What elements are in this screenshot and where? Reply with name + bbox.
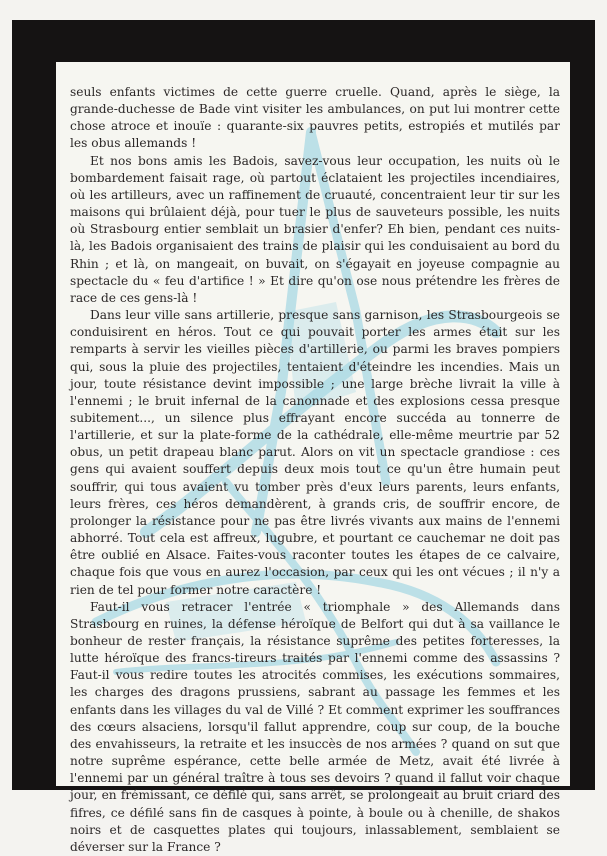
black-frame (12, 20, 595, 854)
paragraph: Dans leur ville sans artillerie, presque sans garnison, les Strasbourgeois se conduisirent en héros. Tout ce qui pouvait porter les armes était sur les remparts à servir les vieilles pièces d'artillerie, ou parmi les braves pompiers qui, sous la pluie des projectiles, tentaient d'éteindre les incendies. Mais un jour, toute résistance devint impossible ; une large brèche livrait la ville à l'ennemi ; le bruit infernal de la canonnade et des explosions cessa presque subitement..., un silence plus effrayant encore succéda au tonnerre de l'artillerie, et sur la plate-forme de la cathédrale, elle-même meurtrie par 52 obus, un petit drapeau blanc parut. Alors on vit un spectacle grandiose : ces gens qui avaient souffert depuis deux mois tout ce qu'un être humain peut souffrir, qui tous avaient vu tomber près d'eux leurs parents, leurs enfants, leurs frères, ces héros demandèrent, à grands cris, de souffrir encore, de prolonger la résistance pour ne pas être livrés vivants aux mains de l'ennemi abhorré. Tout cela est affreux, lugubre, et pourtant ce cauchemar ne doit pas être oublié en Alsace. Faites-vous raconter toutes les étapes de ce calvaire, chaque fois que vous en aurez l'occasion, par ceux qui les ont vécues ; il n'y a rien de tel pour former notre caractère ! (70, 308, 560, 597)
printed-page (56, 62, 570, 854)
paragraph: Et nos bons amis les Badois, savez-vous leur occupation, les nuits où le bombardement faisait rage, où partout éclataient les projectiles incendiaires, où les artilleurs, avec un raffinement de cruauté, concentraient leur tir sur les maisons qui brûlaient déjà, pour tuer le plus de sauveteurs possible, les nuits où Strasbourg entier semblait un brasier d'enfer? Eh bien, pendant ces nuits-là, les Badois organisaient des trains de plaisir qui les conduisaient au bord du Rhin ; et là, on mangeait, on buvait, on s'égayait en joyeuse compagnie au spectacle du « feu d'artifice ! » Et dire qu'on ose nous prétendre les frères de race de ces gens-là ! (70, 153, 560, 305)
paragraph: seuls enfants victimes de cette guerre cruelle. Quand, après le siège, la grande-duchesse de Bade vint visiter les ambulances, on put lui montrer cette chose atroce et inouïe : quarante-six pauvres petits, estropiés et mutilés par les obus allemands ! (70, 85, 560, 151)
paragraph: Faut-il vous retracer l'entrée « triomphale » des Allemands dans Strasbourg en ruines, la défense héroïque de Belfort qui dut à sa vaillance le bonheur de rester français, la résistance suprême des petites forteresses, la lutte héroïque des francs-tireurs traités par l'ennemi comme des assassins ? Faut-il vous redire toutes les atrocités commises, les exécutions sommaires, les charges des dragons prussiens, sabrant au passage les femmes et les enfants dans les villages du val de Villé ? Et comment exprimer les souffrances des cœurs alsaciens, lorsqu'il fallut apprendre, coup sur coup, de la bouche des envahisseurs, la retraite et les insuccès de nos armées ? quand on sut que notre suprême espérance, cette belle armée de Metz, avait été livrée à l'ennemi par un général traître à tous ses devoirs ? quand il fallut voir chaque jour, en frémissant, ce défilé qui, sans arrêt, se prolongeait au bruit criard des fifres, ce défilé sans fin de casques à pointe, à boule ou à chenille, de shakos noirs et de casquettes plates qui toujours, inlassablement, semblaient se déverser sur la France ? (70, 599, 560, 854)
body-text (70, 84, 560, 856)
